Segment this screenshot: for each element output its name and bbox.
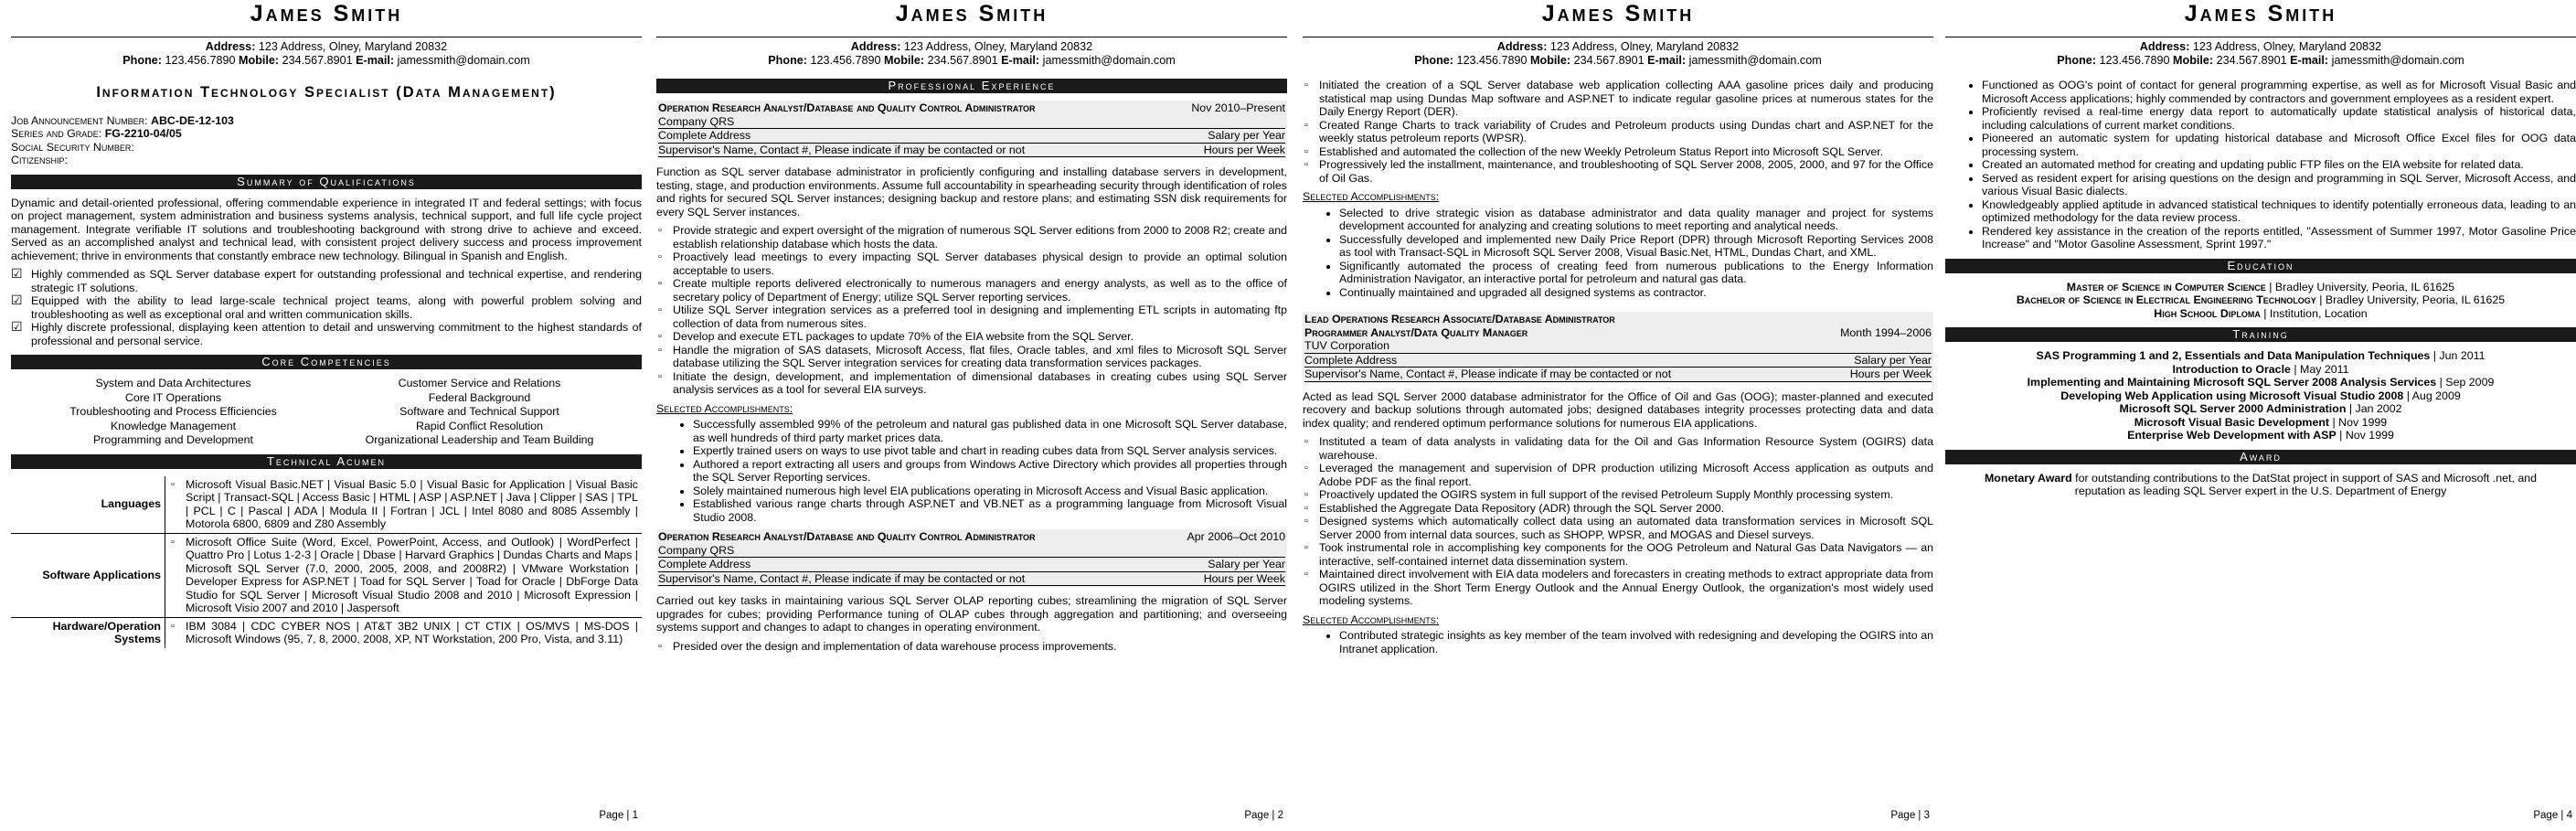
resume-page-4 bbox=[1945, 0, 2576, 831]
list-item: ▫ Initiated the creation of a SQL Server database web application collecting AAA gasoline prices daily and producing statistical map using Dundas Map software and ASP.NET to indicate regular gasoline prices at numerous states for the Daily Energy Report (DER). bbox=[1319, 79, 1933, 119]
job-duties bbox=[1945, 79, 2576, 251]
list-item: • Significantly automated the process of creating feed from numerous publications to the Energy Information Administration Navigator, an interactive portal for petroleum and natural gas data. bbox=[1339, 260, 1933, 286]
company-address: Complete Address bbox=[658, 129, 751, 142]
accomplishments-label: Selected Accomplishments: bbox=[656, 401, 793, 415]
tech-values: ▫ Microsoft Office Suite (Word, Excel, PowerPoint, Access, and Outlook) | WordPerfect | Quattro Pro | Lotus 1-2-3 | Oracle | Dbase | Harvard Graphics | Dundas Charts and Maps | Microsoft SQL Server (7.0, 2000, 2005, 2008, and 2008R2) | VMware Workstation | Developer Express for ASP.NET | Toad for SQL Server | Toad for Oracle | DbForge Data Studio for SQL Server | Microsoft Visual Studio 2008 and 2010 | Microsoft Expression | Microsoft Visio 2007 and 2010 | Jaspersoft bbox=[186, 536, 638, 615]
accomplishments-list bbox=[1303, 629, 1933, 655]
field-row: Social Security Number: bbox=[11, 140, 134, 154]
training-entry: Developing Web Application using Microsoft Visual Studio 2008 | Aug 2009 bbox=[2060, 389, 2461, 402]
table-row bbox=[11, 617, 642, 648]
list-item: ▫ Proactively lead meetings to every impacting SQL Server databases physical design to provide an optimal solution acceptable to users. bbox=[673, 250, 1287, 277]
tech-category: Languages bbox=[11, 476, 165, 534]
job-dates: Month 1994–2006 bbox=[1840, 325, 1932, 339]
competency-item: Federal Background bbox=[428, 390, 531, 404]
page-number: Page | 4 bbox=[2533, 809, 2572, 821]
list-item: ▫ Designed systems which automatically collect data using an automated data transformation services in Microsoft SQL Server 2000 from internal data sources, such as SHOPP, WPSR, and MOGAS and Diesel surveys. bbox=[1319, 515, 1933, 541]
salary: Salary per Year bbox=[1854, 353, 1932, 367]
accomplishments-label: Selected Accomplishments: bbox=[1303, 190, 1440, 203]
job-header bbox=[656, 101, 1287, 158]
list-item: ▫ Initiate the design, development, and implementation of dimensional databases in creating cubes using SQL Server analysis services as a tool for several EIA surveys. bbox=[673, 370, 1287, 397]
training-entry: Introduction to Oracle | May 2011 bbox=[2172, 362, 2349, 376]
list-item: ▫ Presided over the design and implementation of data warehouse process improvements. bbox=[673, 640, 1287, 654]
accomplishments-list bbox=[1303, 207, 1933, 300]
list-item: • Served as resident expert for arising questions on the design and programming in SQL Server, Microsoft Access, and various Visual Basic dialects. bbox=[1982, 172, 2576, 198]
award-description: for outstanding contributions to the DatStat project in support of SAS and Microsoft .net, and reputation as leading SQL Server expert in the U.S. Department of Energy bbox=[2071, 471, 2538, 497]
list-item: • Expertly trained users on ways to use pivot table and chart in reading cubes data from SQL Server analysis services. bbox=[693, 444, 1287, 458]
competency-item: Customer Service and Relations bbox=[398, 377, 561, 389]
tech-values: ▫ Microsoft Visual Basic.NET | Visual Basic 5.0 | Visual Basic for Application | Visual Basic Script | Transact-SQL | Access Basic | HTML | ASP | ASP.NET | Java | Clipper | SAS | TPL | PCL | C | Pascal | ADA | Modula II | Fortran | JCL | Intel 8080 and 8085 Assembly | Motorola 6800, 6809 and Z80 Assembly bbox=[186, 478, 638, 531]
training-entry: SAS Programming 1 and 2, Essentials and Data Manipulation Techniques | Jun 2011 bbox=[2036, 349, 2486, 362]
tech-values: ▫ IBM 3084 | CDC CYBER NOS | AT&T 3B2 UNIX | CT CTIX | OS/MVS | MS-DOS | Microsoft Windows (95, 7, 8, 2000, 2008, XP, NT Workstation, 200 Pro, Vista, and 3.11) bbox=[186, 620, 638, 646]
accomplishments-label: Selected Accomplishments: bbox=[1303, 613, 1440, 626]
list-item: • Successfully assembled 99% of the petroleum and natural gas published data in one Microsoft SQL Server database, as well hundreds of third party market prices data. bbox=[693, 418, 1287, 444]
list-item: ☑ Equipped with the ability to lead large-scale technical project teams, along with powerful problem solving and troubleshooting as well as exceptional oral and written communication skills. bbox=[31, 294, 642, 321]
list-item: ▫ Develop and execute ETL packages to update 70% of the EIA website from the SQL Server. bbox=[673, 330, 1287, 344]
list-item: • Solely maintained numerous high level EIA publications operating in Microsoft Access and Visual Basic application. bbox=[693, 485, 1287, 498]
section-heading-technical-acumen: Technical Acumen bbox=[11, 454, 642, 469]
competency-item: Software and Technical Support bbox=[399, 405, 559, 418]
competency-item: System and Data Architectures bbox=[95, 377, 251, 389]
list-item: • Created an automated method for creating and updating public FTP files on the EIA website for related data. bbox=[1982, 158, 2576, 172]
job-description: Carried out key tasks in maintaining various SQL Server OLAP reporting cubes; streamlining the migration of SQL Server upgrades for cubes; providing Performance tuning of OLAP cubes through aggregation and partitioning; and overseeing systems support and changes to adapt to changes in operating environment. bbox=[656, 594, 1287, 634]
list-item: ▫ Established and automated the collection of the new Weekly Petroleum Status Report into Microsoft SQL Server. bbox=[1319, 145, 1933, 159]
field-row: Citizenship: bbox=[11, 154, 68, 166]
job-description: Acted as lead SQL Server 2000 database administrator for the Office of Oil and Gas (OOG); master-planned and executed recovery and backup solutions through automated jobs; designed databases integrity processes protecting data and data index quality; and rendered optimum performance solutions for numerous EIA applications. bbox=[1303, 389, 1933, 430]
table-row bbox=[11, 476, 642, 534]
hours: Hours per Week bbox=[1203, 571, 1285, 585]
company-name: TUV Corporation bbox=[1304, 339, 1389, 352]
list-item: ▫ Created Range Charts to track variability of Crudes and Petroleum products using Dundas chart and ASP.NET for the weekly status petroleum reports (WPSR). bbox=[1319, 119, 1933, 145]
supervisor: Supervisor's Name, Contact #, Please indicate if may be contacted or not bbox=[658, 143, 1026, 156]
award-entry bbox=[1945, 472, 2576, 498]
table-row bbox=[11, 533, 642, 617]
job-duties bbox=[1303, 79, 1933, 185]
list-item: ☑ Highly commended as SQL Server database expert for outstanding professional and technical expertise, and rendering strategic IT solutions. bbox=[31, 268, 642, 294]
competency-item: Troubleshooting and Process Efficiencies bbox=[69, 405, 277, 418]
education-entry: Master of Science in Computer Science | Bradley University, Peoria, IL 61625 bbox=[2066, 280, 2455, 293]
list-item: • Knowledgeably applied aptitude in advanced statistical techniques to identify potentially erroneous data, leading to an optimized methodology for the data review process. bbox=[1982, 198, 2576, 225]
tech-category: Hardware/Operation Systems bbox=[11, 617, 165, 648]
list-item: • Pioneered an automatic system for updating historical database and Microsoft Office Excel files for OOG data processing system. bbox=[1982, 132, 2576, 158]
page-number: Page | 3 bbox=[1890, 809, 1930, 821]
job-duties bbox=[1303, 435, 1933, 608]
application-fields bbox=[11, 114, 642, 167]
email-link[interactable]: jamessmith@domain.com bbox=[1042, 54, 1176, 67]
resume-page-1 bbox=[11, 0, 642, 831]
job-duties bbox=[656, 224, 1287, 397]
list-item: • Functioned as OOG's point of contact for general programming expertise, as well as for Microsoft Visual Basic and Microsoft Access applications; highly commended by contractors and government employees as a resident expert. bbox=[1982, 79, 2576, 105]
list-item: ▫ Maintained direct involvement with EIA data modelers and forecasters in creating methods to extract appropriate data from OGIRS utilized in the Short Term Energy Outlook and the Annual Energy Outlook, the organization's most widely used modeling systems. bbox=[1319, 568, 1933, 608]
education-entry: Bachelor of Science in Electrical Engineering Technology | Bradley University, Peoria, IL 61625 bbox=[2016, 293, 2506, 306]
job-title: Operation Research Analyst/Database and Quality Control Administrator bbox=[658, 101, 1036, 114]
job-description: Function as SQL server database administrator in proficiently configuring and installing database servers in development, testing, stage, and production environments. Assume full accountability in spearheading security through identification of roles and rights for secured SQL Server instances; designing backup and restore plans; and estimating SSN disk requirements for every SQL Server instances. bbox=[656, 165, 1287, 218]
email-link[interactable]: jamessmith@domain.com bbox=[1688, 54, 1822, 67]
email-link[interactable]: jamessmith@domain.com bbox=[2331, 54, 2464, 67]
list-item: ▫ Proactively updated the OGIRS system in full support of the revised Petroleum Supply Monthly processing system. bbox=[1319, 488, 1933, 502]
contact-line: Phone: 123.456.7890 Mobile: 234.567.8901 E-mail: jamessmith@domain.com bbox=[1414, 54, 1822, 67]
list-item: • Selected to drive strategic vision as database administrator and data quality manager and project for systems development accounted for analyzing and creating solutions to meet reporting and analytical needs. bbox=[1339, 207, 1933, 233]
core-competencies-grid bbox=[20, 377, 633, 447]
list-item: ▫ Took instrumental role in accomplishing key components for the OOG Petroleum and Natural Gas Data Navigators — an interactive, self-contained internet data dissemination system. bbox=[1319, 541, 1933, 568]
section-heading-award: Award bbox=[1945, 450, 2576, 464]
company-name: Company QRS bbox=[658, 114, 735, 128]
summary-bullets bbox=[11, 268, 642, 347]
list-item: • Continually maintained and upgraded all designed systems as contractor. bbox=[1339, 286, 1933, 300]
tech-category: Software Applications bbox=[11, 533, 165, 617]
supervisor: Supervisor's Name, Contact #, Please indicate if may be contacted or not bbox=[1304, 368, 1672, 380]
list-item: • Contributed strategic insights as key member of the team involved with redesigning and developing the OGIRS into an Intranet application. bbox=[1339, 629, 1933, 655]
candidate-name: James Smith bbox=[250, 1, 403, 27]
list-item: ▫ Leveraged the management and supervision of DPR production utilizing Microsoft Access application as outputs and Adobe PDF as the final report. bbox=[1319, 462, 1933, 488]
list-item: ☑ Highly discrete professional, displaying keen attention to detail and unswerving commitment to the highest standards of professional and personal service. bbox=[31, 321, 642, 347]
email-link[interactable]: jamessmith@domain.com bbox=[397, 54, 530, 67]
accomplishments-list bbox=[656, 418, 1287, 524]
section-heading-core-competencies: Core Competencies bbox=[11, 355, 642, 369]
list-item: ▫ Create multiple reports delivered electronically to numerous managers and energy analysts, as well as to the office of secretary policy of Department of Energy; utilize SQL Server reporting services. bbox=[673, 277, 1287, 304]
competency-item: Organizational Leadership and Team Building bbox=[365, 433, 594, 446]
section-heading-summary: Summary of Qualifications bbox=[11, 175, 642, 189]
candidate-name: James Smith bbox=[2184, 1, 2337, 27]
address-line: Address: 123 Address, Olney, Maryland 20832 bbox=[850, 40, 1093, 53]
page-number: Page | 2 bbox=[1244, 809, 1283, 821]
company-address: Complete Address bbox=[1304, 353, 1398, 367]
resume-page-3 bbox=[1303, 0, 1933, 831]
list-item: • Successfully developed and implemented new Daily Price Report (DPR) through Microsoft Reporting Services 2008 as tool with Transact-SQL in Microsoft SQL Server 2008, Visual Basic.Net, HTML, Dundas Chart, and XML. bbox=[1339, 233, 1933, 260]
candidate-name: James Smith bbox=[1541, 1, 1695, 27]
list-item: • Proficiently revised a real-time energy data report to automatically update statistical analysis of historical data, including calculations of current market conditions. bbox=[1982, 105, 2576, 132]
competency-item: Knowledge Management bbox=[110, 419, 237, 432]
award-title: Monetary Award bbox=[1984, 471, 2072, 485]
training-list bbox=[1945, 349, 2576, 442]
salary: Salary per Year bbox=[1208, 558, 1285, 570]
list-item: • Established various range charts through ASP.NET and VB.NET as a programming language from Microsoft Visual Studio 2008. bbox=[693, 497, 1287, 524]
summary-text: Dynamic and detail-oriented professional, offering commendable experience in integrated IT and federal settings; with focus on project management, system administration and business systems analysis, technical support, and full life cycle project management. Integrate verifiable IT solutions and troubleshooting background with strong drive to achieve and exceed. Served as an accomplished analyst and technical lead, with consistent project delivery success and process improvement achievement; thrive in environments that constantly embrace new technology. Bilingual in Spanish and English. bbox=[11, 196, 642, 262]
contact-line: Phone: 123.456.7890 Mobile: 234.567.8901 E-mail: jamessmith@domain.com bbox=[122, 54, 530, 67]
training-entry: Microsoft Visual Basic Development | Nov 1999 bbox=[2134, 415, 2388, 429]
job-header bbox=[1303, 312, 1933, 383]
training-entry: Enterprise Web Development with ASP | Nov 1999 bbox=[2127, 429, 2394, 442]
contact-line: Phone: 123.456.7890 Mobile: 234.567.8901 E-mail: jamessmith@domain.com bbox=[2057, 54, 2464, 67]
education-list bbox=[1945, 281, 2576, 321]
technical-acumen-table bbox=[11, 476, 642, 648]
address-line: Address: 123 Address, Olney, Maryland 20832 bbox=[2139, 40, 2382, 53]
company-name: Company QRS bbox=[658, 543, 735, 557]
job-dates: Apr 2006–Oct 2010 bbox=[1187, 530, 1285, 543]
training-entry: Microsoft SQL Server 2000 Administration | Jan 2002 bbox=[2119, 402, 2402, 415]
hours: Hours per Week bbox=[1203, 143, 1285, 156]
hours: Hours per Week bbox=[1849, 368, 1932, 380]
list-item: ▫ Established the Aggregate Data Repository (ADR) through the SQL Server 2000. bbox=[1319, 502, 1933, 516]
education-entry: High School Diploma | Institution, Location bbox=[2154, 306, 2368, 320]
job-title: Operation Research Analyst/Database and Quality Control Administrator bbox=[658, 530, 1036, 543]
training-entry: Implementing and Maintaining Microsoft SQL Server 2008 Analysis Services | Sep 2009 bbox=[2027, 376, 2495, 389]
competency-item: Programming and Development bbox=[93, 433, 253, 446]
job-header bbox=[656, 529, 1287, 587]
company-address: Complete Address bbox=[658, 558, 751, 570]
section-heading-professional-experience: Professional Experience bbox=[656, 79, 1287, 93]
list-item: ▫ Handle the migration of SAS datasets, Microsoft Access, flat files, Oracle tables, and xml files to Microsoft SQL Server database utilizing the SQL Server integration services for creating data transformation services packages. bbox=[673, 344, 1287, 370]
section-heading-training: Training bbox=[1945, 327, 2576, 342]
job-title: Information Technology Specialist (Data Management) bbox=[96, 84, 557, 101]
contact-line: Phone: 123.456.7890 Mobile: 234.567.8901 E-mail: jamessmith@domain.com bbox=[768, 54, 1176, 67]
competency-item: Rapid Conflict Resolution bbox=[415, 419, 544, 432]
page-number: Page | 1 bbox=[599, 809, 638, 821]
field-row: Job Announcement Number: ABC-DE-12-103 bbox=[11, 113, 234, 127]
resume-page-2 bbox=[656, 0, 1287, 831]
section-heading-education: Education bbox=[1945, 259, 2576, 273]
list-item: ▫ Utilize SQL Server integration services as a preferred tool in designing and implementing ETL scripts in automating ftp collection of data from numerous sites. bbox=[673, 304, 1287, 330]
candidate-name: James Smith bbox=[895, 1, 1048, 27]
job-duties bbox=[656, 640, 1287, 654]
list-item: ▫ Instituted a team of data analysts in validating data for the Oil and Gas Information Resource System (OGIRS) data warehouse. bbox=[1319, 435, 1933, 462]
address-line: Address: 123 Address, Olney, Maryland 20832 bbox=[205, 40, 448, 53]
job-dates: Nov 2010–Present bbox=[1191, 101, 1285, 114]
supervisor: Supervisor's Name, Contact #, Please indicate if may be contacted or not bbox=[658, 571, 1026, 585]
salary: Salary per Year bbox=[1208, 129, 1285, 142]
job-title-secondary: Programmer Analyst/Data Quality Manager bbox=[1304, 325, 1528, 339]
competency-item: Core IT Operations bbox=[124, 390, 222, 404]
list-item: ▫ Provide strategic and expert oversight of the migration of numerous SQL Server editions from 2000 to 2008 R2; create and establish relationship database which hosts the data. bbox=[673, 224, 1287, 250]
job-title: Lead Operations Research Associate/Database Administrator bbox=[1304, 313, 1615, 325]
list-item: ▫ Progressively led the installment, maintenance, and troubleshooting of SQL Server 2008, 2005, 2000, and 97 for the Office of Oil Gas. bbox=[1319, 158, 1933, 185]
list-item: • Rendered key assistance in the creation of the reports entitled, "Assessment of Summer 1997, Motor Gasoline Price Increase" and "Motor Gasoline Assessment, Sprint 1997." bbox=[1982, 225, 2576, 251]
list-item: • Authored a report extracting all users and groups from Windows Active Directory which provides all properties through the SQL Server Reporting services. bbox=[693, 458, 1287, 485]
field-row: Series and Grade: FG-2210-04/05 bbox=[11, 127, 182, 140]
address-line: Address: 123 Address, Olney, Maryland 20832 bbox=[1496, 40, 1740, 53]
